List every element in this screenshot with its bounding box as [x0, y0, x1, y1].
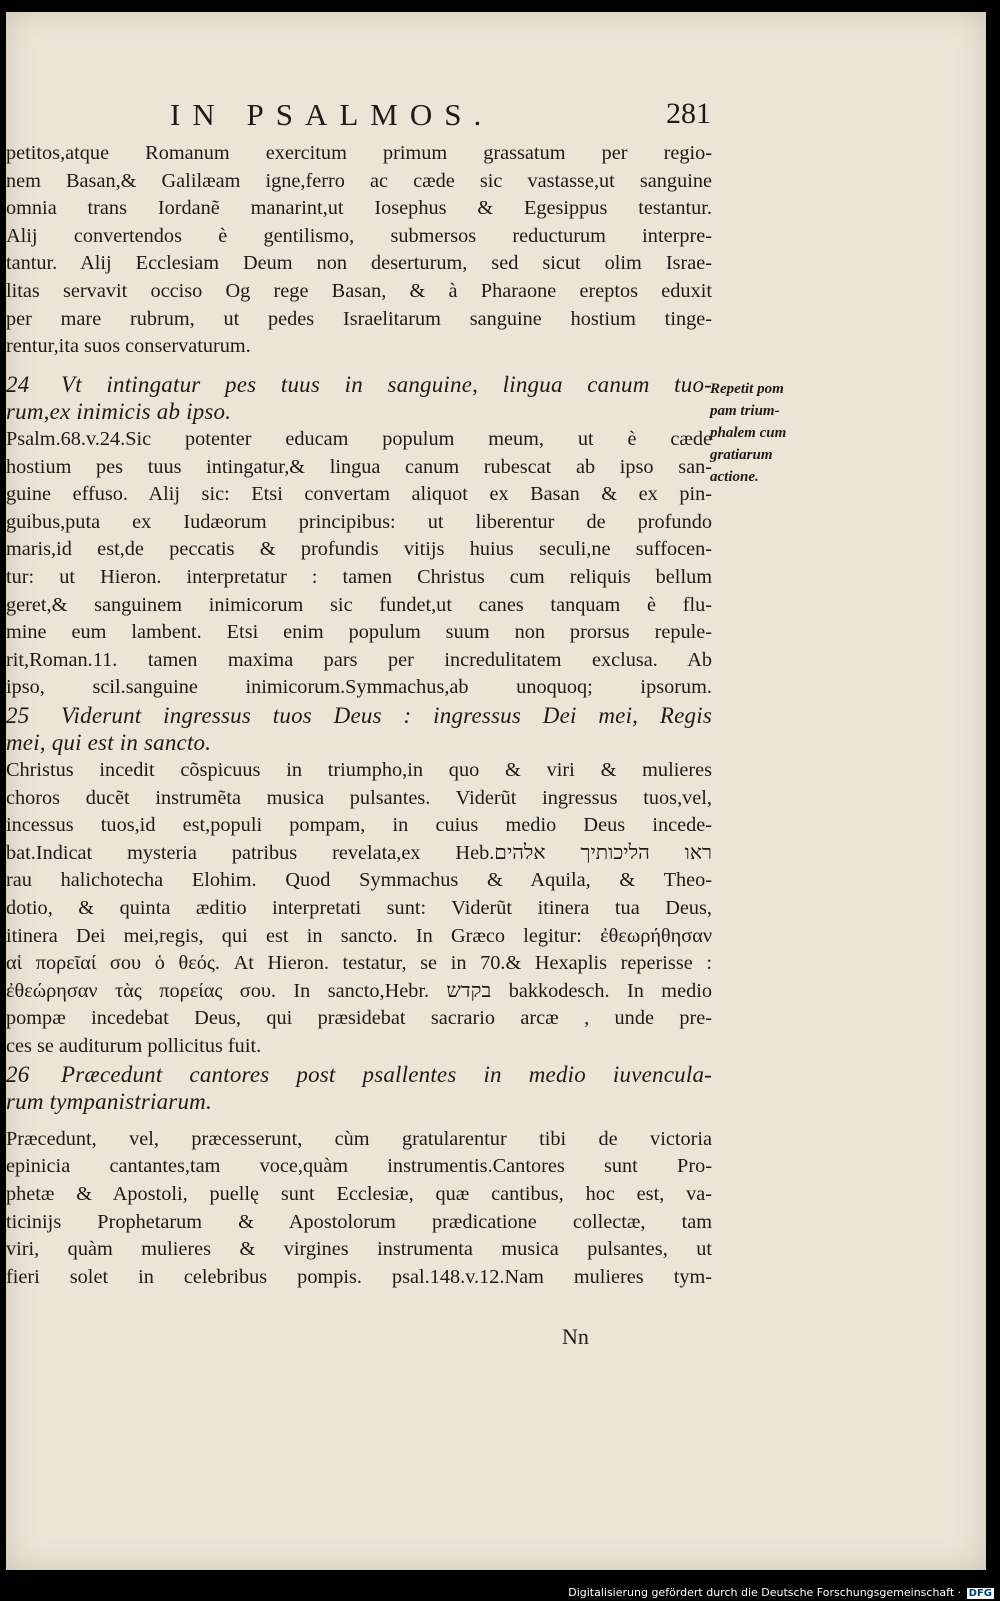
marginal-note-line: Repetit pom — [710, 381, 784, 397]
dfg-logo: DFG — [968, 1588, 992, 1599]
verse-line — [6, 1088, 712, 1116]
text-line — [6, 978, 712, 1006]
text-line — [6, 564, 712, 592]
running-title: IN PSALMOS. — [170, 97, 494, 132]
marginal-note-line: actione. — [710, 469, 759, 485]
text-line — [6, 1005, 712, 1033]
line-text: Præcedunt, vel, præcesserunt, cùm gratularentur tibi de victoria — [6, 1127, 712, 1150]
line-text: itinera Dei mei,regis, qui est in sancto. In Græco legitur: ἐθεωρήθησαν — [6, 924, 712, 947]
marginal-note-line: pam trium- — [710, 403, 780, 419]
text-line — [6, 509, 712, 537]
line-text: petitos,atque Romanum exercitum primum grassatum per regio- — [6, 142, 712, 164]
line-text: pompæ incedebat Deus, qui præsidebat sacrario arcæ , unde pre- — [6, 1007, 712, 1030]
verse-number: 24 — [6, 371, 30, 397]
text-line — [6, 1033, 712, 1061]
text-line — [6, 168, 712, 196]
text-line — [6, 278, 712, 306]
page-header — [6, 97, 986, 137]
line-text: ipso, scil.sanguine inimicorum.Symmachus,ab unoquoq; ipsorum. — [6, 676, 712, 699]
text-line — [6, 923, 712, 951]
verse-number: 25 — [6, 702, 30, 728]
line-text: phetæ & Apostoli, puellę sunt Ecclesiæ, quæ cantibus, hoc est, va- — [6, 1182, 712, 1205]
line-text: epinicia cantantes,tam voce,quàm instrumentis.Cantores sunt Pro- — [6, 1155, 712, 1178]
text-line — [6, 840, 712, 868]
text-line — [6, 674, 712, 702]
text-line — [6, 454, 712, 482]
line-text: rau halichotecha Elohim. Quod Symmachus & Aquila, & Theo- — [6, 869, 712, 892]
line-text: bat.Indicat mysteria patribus revelata,ex Heb.ראו הליכותיך אלהים — [6, 841, 712, 864]
line-text: ticinijs Prophetarum & Apostolorum prædicatione collectæ, tam — [6, 1210, 712, 1233]
line-text: Christus incedit cõspicuus in triumpho,in quo & viri & mulieres — [6, 759, 712, 782]
text-line — [6, 140, 712, 168]
line-text: guibus,puta ex Iudæorum principibus: ut liberentur de profundo — [6, 510, 712, 533]
text-line — [6, 812, 712, 840]
text-line — [6, 592, 712, 620]
book-page — [6, 12, 986, 1570]
line-text: nem Basan,& Galilæam igne,ferro ac cæde sic vastasse,ut sanguine — [6, 169, 712, 192]
line-text: choros ducẽt instrumẽta musica pulsantes. Viderũt ingressus tuos,vel, — [6, 786, 712, 809]
line-text: rit,Roman.11. tamen maxima pars per incredulitatem exclusa. Ab — [6, 648, 712, 671]
line-text: mine eum lambent. Etsi enim populum suum non prorsus repule- — [6, 621, 712, 644]
text-line — [6, 619, 712, 647]
text-line — [6, 250, 712, 278]
text-line — [6, 1126, 712, 1154]
line-text: rum tympanistriarum. — [6, 1089, 212, 1115]
text-line — [6, 536, 712, 564]
text-line — [6, 867, 712, 895]
line-text: tantur. Alij Ecclesiam Deum non deserturum, sed sicut olim Israe- — [6, 252, 712, 275]
dfg-footer: Digitalisierung gefördert durch die Deutsche Forschungsgemeinschaft · DFG — [568, 1586, 992, 1599]
text-line — [6, 1209, 712, 1237]
line-text: Vt intingatur pes tuus in sanguine, lingua canum tuo- — [61, 371, 712, 397]
verse-line — [6, 1061, 712, 1089]
marginal-note-line: phalem cum — [710, 425, 787, 441]
page-number: 281 — [666, 97, 711, 130]
line-text: ces se auditurum pollicitus fuit. — [6, 1035, 262, 1057]
line-text: tur: ut Hieron. interpretatur : tamen Christus cum reliquis bellum — [6, 565, 712, 588]
line-text: viri, quàm mulieres & virgines instrumenta musica pulsantes, ut — [6, 1238, 712, 1261]
text-line — [6, 1181, 712, 1209]
verse-line — [6, 371, 712, 399]
line-text: fieri solet in celebribus pompis. psal.148.v.12.Nam mulieres tym- — [6, 1265, 712, 1288]
line-text: Præcedunt cantores post psallentes in medio iuvencula- — [61, 1061, 712, 1087]
line-text: Viderunt ingressus tuos Deus : ingressus Dei mei, Regis — [61, 702, 712, 728]
line-gap — [6, 1116, 712, 1126]
line-text: omnia trans Iordanẽ manarint,ut Iosephus & Egesippus testantur. — [6, 197, 712, 220]
line-text: guine effuso. Alij sic: Etsi convertam aliquot ex Basan & ex pin- — [6, 483, 712, 506]
line-text: rentur,ita suos conservaturum. — [6, 335, 251, 358]
text-line — [6, 306, 712, 334]
text-block — [6, 140, 712, 1291]
text-line — [6, 195, 712, 223]
marginal-note-line: gratiarum — [710, 447, 773, 463]
text-line — [6, 1153, 712, 1181]
signature-mark: Nn — [562, 1324, 589, 1349]
verse-line — [6, 398, 712, 426]
footer-text: Digitalisierung gefördert durch die Deutsche Forschungsgemeinschaft — [568, 1586, 955, 1599]
line-text: rum,ex inimicis ab ipso. — [6, 399, 232, 425]
line-text: incessus tuos,id est,populi pompam, in cuius medio Deus incede- — [6, 814, 712, 837]
text-line — [6, 895, 712, 923]
text-line — [6, 223, 712, 251]
text-line — [6, 426, 712, 454]
verse-line — [6, 702, 712, 730]
text-line — [6, 647, 712, 675]
line-text: per mare rubrum, ut pedes Israelitarum sanguine hostium tinge- — [6, 307, 712, 330]
line-text: geret,& sanguinem inimicorum sic fundet,ut canes tanquam è flu- — [6, 593, 712, 616]
verse-number: 26 — [6, 1061, 30, 1087]
text-line — [6, 333, 712, 361]
line-text: αἱ πορεῖαί σου ὁ θεός. At Hieron. testatur, se in 70.& Hexaplis reperisse : — [6, 952, 712, 975]
text-line — [6, 757, 712, 785]
text-line — [6, 481, 712, 509]
text-line — [6, 1236, 712, 1264]
line-text: hostium pes tuus intingatur,& lingua canum rubescat ab ipso san- — [6, 455, 712, 478]
line-text: maris,id est,de peccatis & profundis vitijs huius seculi,ne suffocen- — [6, 538, 712, 561]
text-line — [6, 1264, 712, 1292]
marginal-note — [710, 378, 820, 488]
line-text: Alij convertendos è gentilismo, submersos reducturum interpre- — [6, 224, 712, 247]
line-text: ἐθεώρησαν τὰς πορείας σου. In sancto,Hebr. בקדש bakkodesch. In medio — [6, 979, 712, 1002]
text-line — [6, 950, 712, 978]
text-line — [6, 785, 712, 813]
verse-line — [6, 729, 712, 757]
line-text: litas servavit occiso Og rege Basan, & à Pharaone ereptos eduxit — [6, 279, 712, 302]
line-text: dotio, & quinta æditio interpretati sunt: Viderũt itinera tua Deus, — [6, 897, 712, 920]
line-text: mei, qui est in sancto. — [6, 730, 212, 756]
line-text: Psalm.68.v.24.Sic potenter educam populum meum, ut è cæde — [6, 427, 712, 450]
line-gap — [6, 361, 712, 371]
